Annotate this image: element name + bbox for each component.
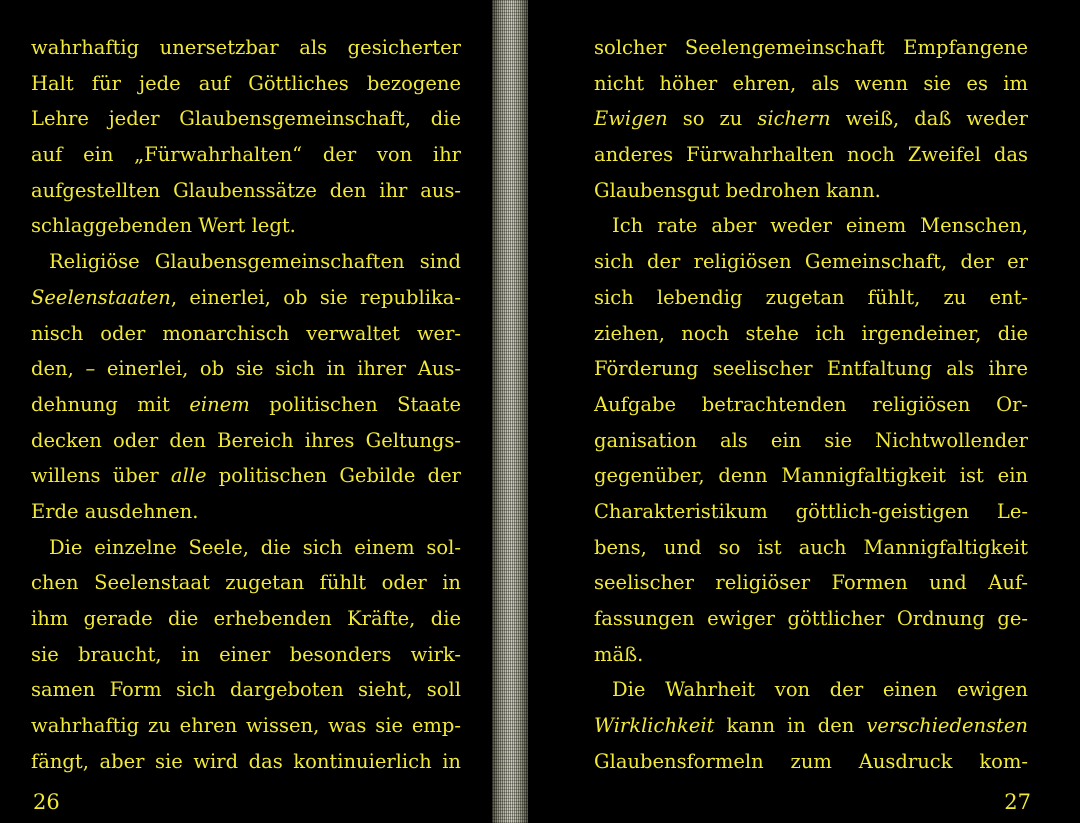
text-run: Die einzelne Seele, die sich einem sol-	[49, 535, 461, 559]
text-run: nicht höher ehren, als wenn sie es im	[594, 71, 1028, 95]
text-line	[594, 637, 1028, 673]
text-line	[594, 66, 1028, 102]
text-run: Ich rate aber weder einem Menschen,	[612, 214, 1028, 238]
text-run: chen Seelenstaat zugetan fühlt oder in	[31, 571, 461, 595]
emphasized-text: sichern	[757, 107, 831, 131]
text-run: samen Form sich dargeboten sieht, soll	[31, 678, 461, 702]
text-run: sich lebendig zugetan fühlt, zu ent-	[594, 285, 1028, 309]
text-run: Erde ausdehnen.	[31, 499, 199, 523]
text-line	[31, 530, 461, 566]
emphasized-text: verschiedensten	[866, 714, 1028, 738]
text-run: sich der religiösen Gemeinschaft, der er	[594, 250, 1028, 274]
text-run: Halt für jede auf Göttliches bezogene	[31, 71, 461, 95]
text-run: sie braucht, in einer besonders wirk-	[31, 642, 461, 666]
text-run: auf ein „Fürwahrhalten“ der von ihr	[31, 143, 461, 167]
left-page	[0, 0, 492, 823]
text-line	[594, 137, 1028, 173]
text-run: dehnung mit	[31, 392, 190, 416]
text-line	[31, 423, 461, 459]
text-run: den, – einerlei, ob sie sich in ihrer Aus-	[31, 357, 461, 381]
text-run: Lehre jeder Glaubensgemeinschaft, die	[31, 107, 461, 131]
text-line	[594, 173, 1028, 209]
text-run: politischen Gebilde der	[206, 464, 461, 488]
text-line	[31, 244, 461, 280]
text-run: Aufgabe betrachtenden religiösen Or-	[594, 392, 1028, 416]
text-line	[31, 601, 461, 637]
text-run: so zu	[667, 107, 758, 131]
text-run: Glaubensformeln zum Ausdruck kom-	[594, 749, 1028, 773]
text-line	[594, 208, 1028, 244]
text-run: , einerlei, ob sie republika-	[170, 285, 461, 309]
text-line	[31, 494, 461, 530]
emphasized-text: Seelenstaaten	[31, 285, 171, 309]
text-line	[31, 672, 461, 708]
text-line	[31, 387, 461, 423]
text-run: Förderung seelischer Entfaltung als ihre	[594, 357, 1028, 381]
text-line	[594, 744, 1028, 780]
right-page	[528, 0, 1080, 823]
text-run: ihm gerade die erhebenden Kräfte, die	[31, 607, 461, 630]
text-run: wahrhaftig zu ehren wissen, was sie emp-	[31, 714, 461, 738]
text-line	[594, 316, 1028, 352]
text-line	[594, 530, 1028, 566]
text-run: aufgestellten Glaubenssätze den ihr aus-	[31, 178, 461, 202]
text-line	[31, 137, 461, 173]
text-run: politischen Staate	[249, 392, 461, 416]
text-run: Glaubensgut bedrohen kann.	[594, 178, 881, 202]
text-run: schlaggebenden Wert legt.	[31, 214, 296, 238]
text-line	[31, 708, 461, 744]
text-run: solcher Seelengemeinschaft Empfangene	[594, 36, 1028, 59]
text-line	[594, 565, 1028, 601]
text-line	[594, 101, 1028, 137]
text-line	[31, 351, 461, 387]
right-page-text	[594, 30, 1028, 779]
text-line	[594, 672, 1028, 708]
text-line	[31, 30, 461, 66]
emphasized-text: Ewigen	[594, 107, 668, 131]
text-line	[31, 744, 461, 780]
book-gutter	[492, 0, 528, 823]
text-line	[31, 280, 461, 316]
text-line	[31, 208, 461, 244]
text-line	[594, 494, 1028, 530]
text-run: mäß.	[594, 642, 644, 666]
emphasized-text: alle	[170, 464, 207, 488]
text-run: wahrhaftig unersetzbar als gesicherter	[31, 36, 461, 59]
text-run: decken oder den Bereich ihres Geltungs-	[31, 428, 461, 452]
text-run: gegenüber, denn Mannigfaltigkeit ist ein	[594, 464, 1028, 488]
text-line	[31, 458, 461, 494]
right-page-number: 27	[1004, 790, 1031, 814]
text-line	[31, 316, 461, 352]
text-run: willens über	[31, 464, 171, 488]
text-line	[594, 244, 1028, 280]
text-run: nisch oder monarchisch verwaltet wer-	[31, 321, 461, 345]
emphasized-text: einem	[189, 392, 250, 416]
emphasized-text: Wirklichkeit	[594, 714, 715, 738]
text-line	[31, 101, 461, 137]
text-line	[594, 30, 1028, 66]
left-page-text	[31, 30, 461, 779]
text-run: seelischer religiöser Formen und Auf-	[594, 571, 1028, 595]
text-line	[31, 173, 461, 209]
text-run: bens, und so ist auch Mannigfaltigkeit	[594, 535, 1028, 559]
text-run: Die Wahrheit von der einen ewigen	[612, 678, 1028, 702]
text-run: weiß, daß weder	[830, 107, 1028, 131]
text-line	[594, 387, 1028, 423]
text-line	[31, 66, 461, 102]
text-run: ziehen, noch stehe ich irgendeiner, die	[594, 321, 1028, 345]
text-run: ganisation als ein sie Nichtwollender	[594, 428, 1028, 452]
text-run: fassungen ewiger göttlicher Ordnung ge-	[594, 607, 1028, 630]
text-run: fängt, aber sie wird das kontinuierlich in	[31, 749, 461, 773]
text-line	[594, 458, 1028, 494]
text-line	[594, 351, 1028, 387]
text-run: anderes Fürwahrhalten noch Zweifel das	[594, 143, 1028, 167]
text-line	[594, 280, 1028, 316]
text-run: kann in den	[714, 714, 867, 738]
text-line	[31, 637, 461, 673]
text-line	[594, 601, 1028, 637]
text-run: Charakteristikum göttlich-geistigen Le-	[594, 499, 1028, 523]
text-line	[31, 565, 461, 601]
left-page-number: 26	[33, 790, 60, 814]
text-line	[594, 423, 1028, 459]
text-run: Religiöse Glaubensgemeinschaften sind	[49, 250, 461, 274]
text-line	[594, 708, 1028, 744]
